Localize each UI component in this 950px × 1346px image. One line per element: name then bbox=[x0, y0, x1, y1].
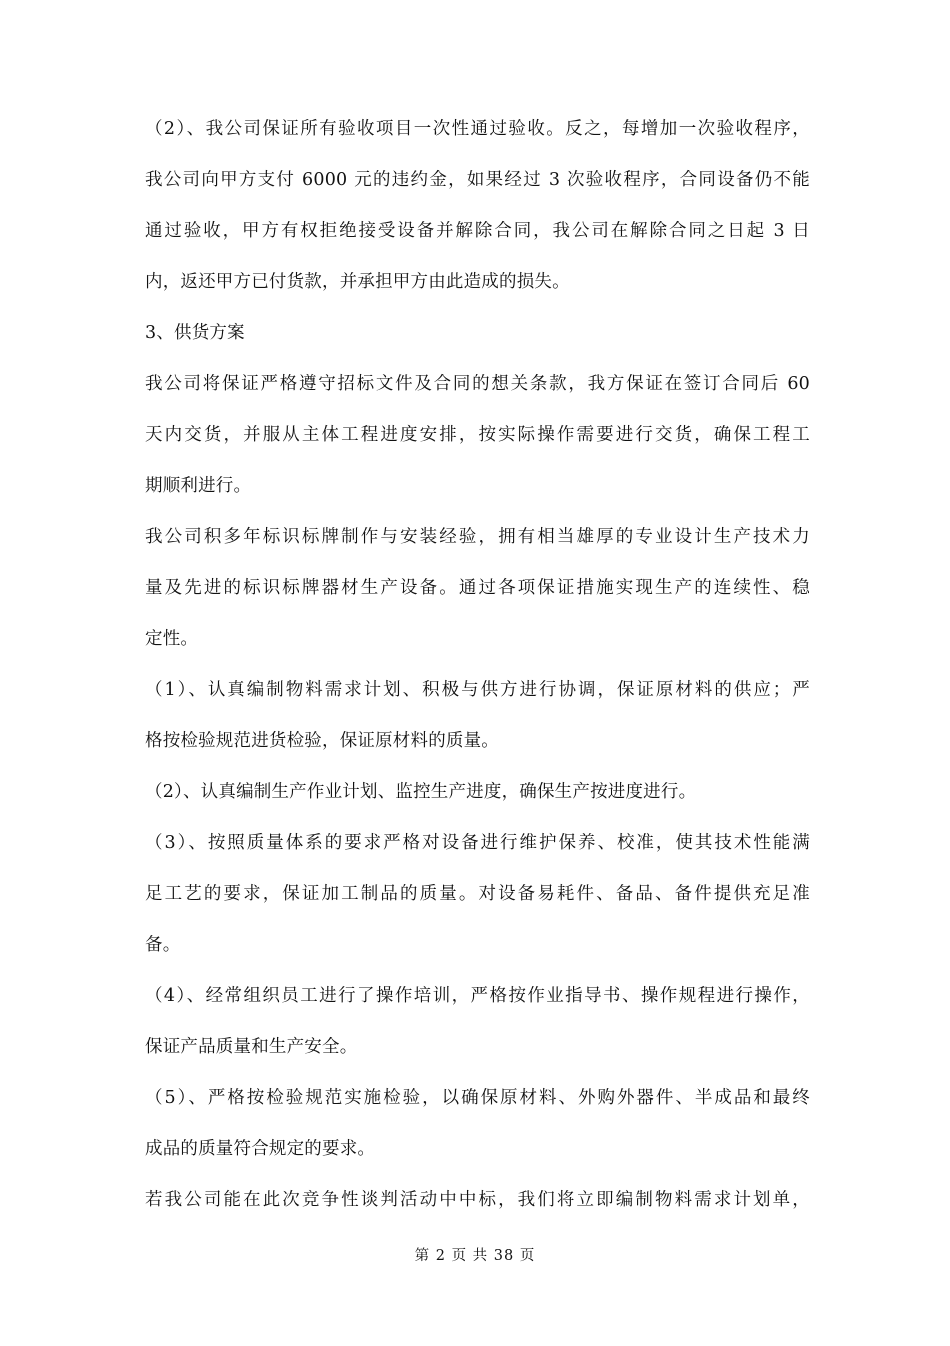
text-line: 格按检验规范进货检验，保证原材料的质量。 bbox=[145, 731, 499, 751]
text-line: 我公司向甲方支付 6000 元的违约金，如果经过 3 次验收程序，合同设备仍不能 bbox=[145, 170, 810, 190]
section-heading: 3、供货方案 bbox=[145, 323, 245, 343]
text-line: 内，返还甲方已付货款，并承担甲方由此造成的损失。 bbox=[145, 272, 570, 292]
text-line: 保证产品质量和生产安全。 bbox=[145, 1037, 358, 1057]
text-line: 量及先进的标识标牌器材生产设备。通过各项保证措施实现生产的连续性、稳 bbox=[145, 578, 810, 598]
text-line: 我公司积多年标识标牌制作与安装经验，拥有相当雄厚的专业设计生产技术力 bbox=[145, 527, 810, 547]
text-line: 通过验收，甲方有权拒绝接受设备并解除合同，我公司在解除合同之日起 3 日 bbox=[145, 221, 810, 241]
text-line: 定性。 bbox=[145, 629, 199, 649]
text-line: （4）、经常组织员工进行了操作培训，严格按作业指导书、操作规程进行操作， bbox=[145, 986, 810, 1006]
text-line: （1）、认真编制物料需求计划、积极与供方进行协调，保证原材料的供应；严 bbox=[145, 680, 810, 700]
text-line: 天内交货，并服从主体工程进度安排，按实际操作需要进行交货，确保工程工 bbox=[145, 425, 810, 445]
text-line: 我公司将保证严格遵守招标文件及合同的想关条款，我方保证在签订合同后 60 bbox=[145, 374, 810, 394]
text-line: （3）、按照质量体系的要求严格对设备进行维护保养、校准，使其技术性能满 bbox=[145, 833, 810, 853]
text-line: （5）、严格按检验规范实施检验，以确保原材料、外购外器件、半成品和最终 bbox=[145, 1088, 810, 1108]
text-line: （2）、我公司保证所有验收项目一次性通过验收。反之，每增加一次验收程序， bbox=[145, 119, 810, 139]
text-line: 足工艺的要求，保证加工制品的质量。对设备易耗件、备品、备件提供充足准 bbox=[145, 884, 810, 904]
text-line: 若我公司能在此次竞争性谈判活动中中标，我们将立即编制物料需求计划单， bbox=[145, 1190, 810, 1210]
text-line: （2）、认真编制生产作业计划、监控生产进度，确保生产按进度进行。 bbox=[145, 782, 697, 802]
page-footer: 第 2 页 共 38 页 bbox=[414, 1248, 536, 1264]
text-line: 备。 bbox=[145, 935, 181, 955]
text-line: 成品的质量符合规定的要求。 bbox=[145, 1139, 376, 1159]
document-body bbox=[145, 104, 810, 1226]
text-line: 期顺利进行。 bbox=[145, 476, 252, 496]
